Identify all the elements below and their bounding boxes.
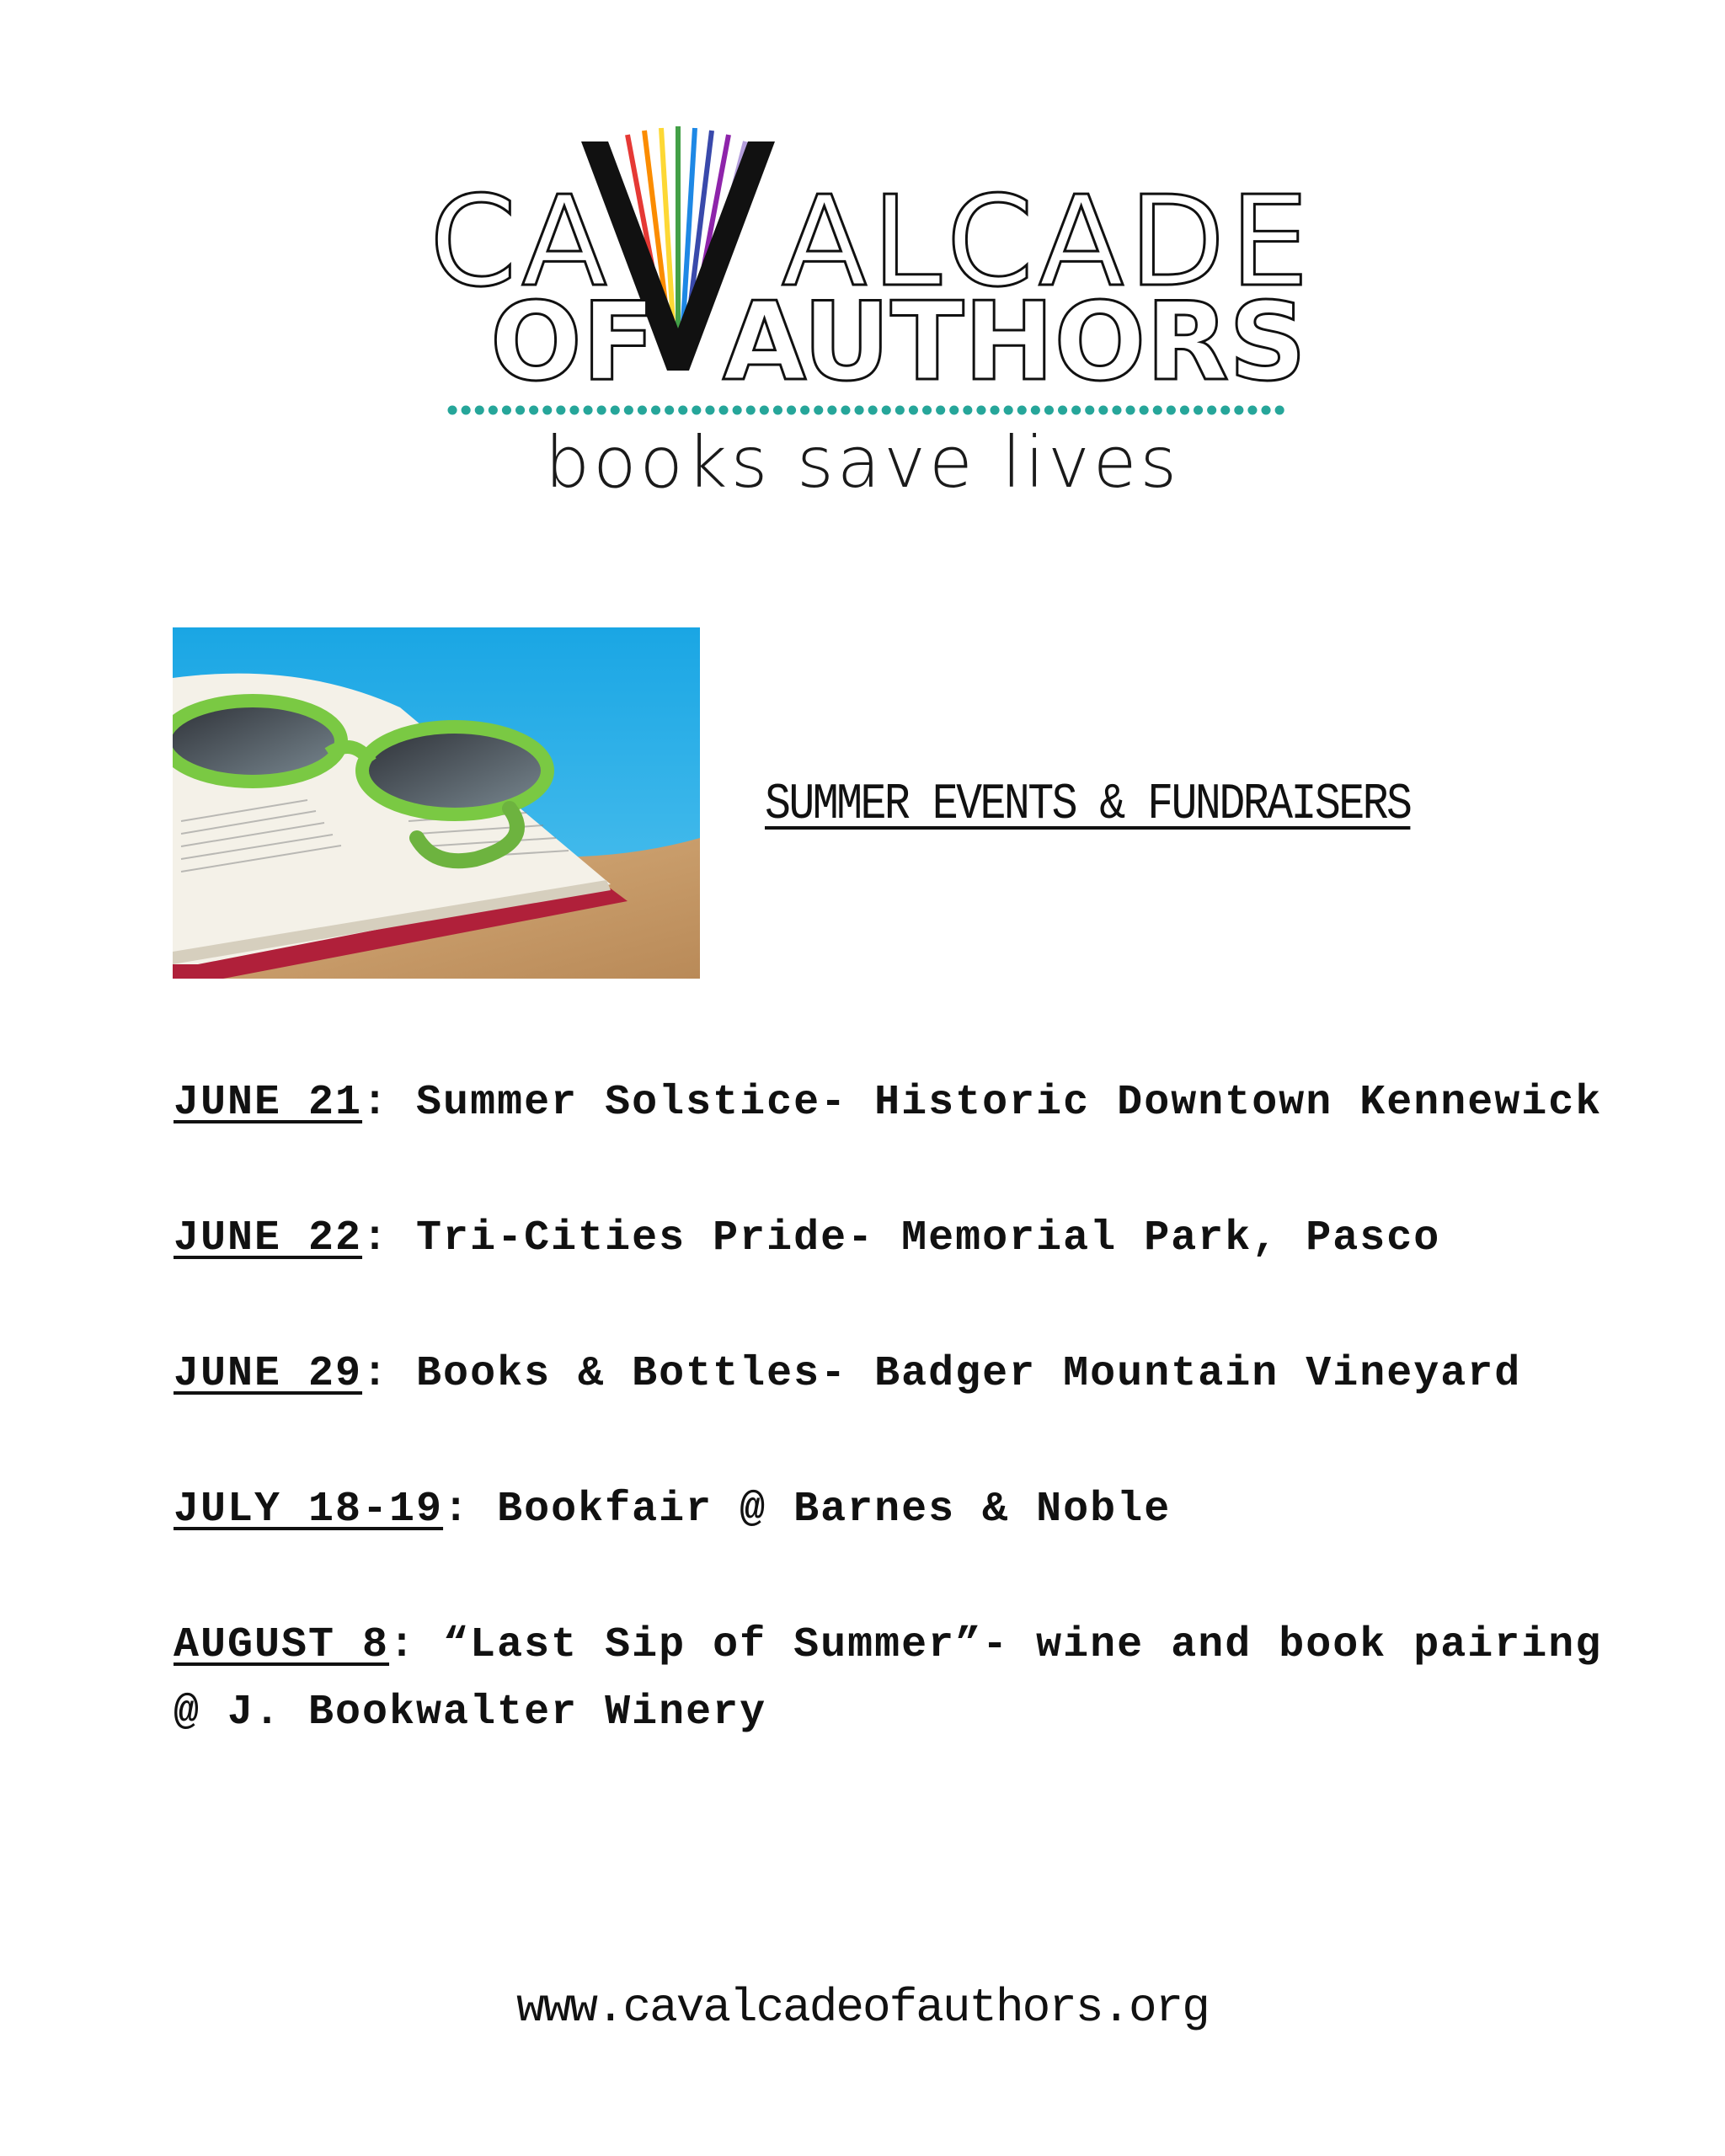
event-date: JUNE 29	[174, 1350, 363, 1398]
photo-illustration	[173, 627, 700, 979]
logo-line2-left: OF	[490, 280, 656, 405]
event-description: : Bookfair @ Barnes & Noble	[443, 1486, 1172, 1534]
website-url: www.cavalcadeofauthors.org	[516, 1981, 1209, 2035]
event-item	[174, 1341, 1656, 1408]
logo-line1-right: ALCADE	[782, 169, 1314, 314]
event-description: : Summer Solstice- Historic Downtown Kennewick	[362, 1079, 1603, 1127]
event-date: JUNE 22	[174, 1214, 363, 1262]
event-description: : “Last Sip of Summer”- wine and book pairing @ J. Bookwalter Winery	[174, 1621, 1603, 1737]
event-list	[174, 1070, 1656, 1815]
event-date: AUGUST 8	[174, 1621, 390, 1669]
logo	[0, 0, 1725, 522]
event-description: : Books & Bottles- Badger Mountain Vineyard	[362, 1350, 1522, 1398]
event-item	[174, 1070, 1656, 1137]
page-heading: SUMMER EVENTS & FUNDRAISERS	[765, 776, 1411, 834]
tagline: books save lives	[544, 421, 1181, 504]
event-item	[174, 1205, 1656, 1273]
event-item	[174, 1612, 1656, 1747]
event-item	[174, 1476, 1656, 1544]
event-date: JULY 18-19	[174, 1486, 444, 1534]
event-description: : Tri-Cities Pride- Memorial Park, Pasco	[362, 1214, 1441, 1262]
logo-line2-right: AUTHORS	[723, 280, 1307, 405]
book-sunglasses-photo	[173, 627, 700, 979]
event-date: JUNE 21	[174, 1079, 363, 1127]
logo-line1-left: CA	[430, 169, 612, 314]
